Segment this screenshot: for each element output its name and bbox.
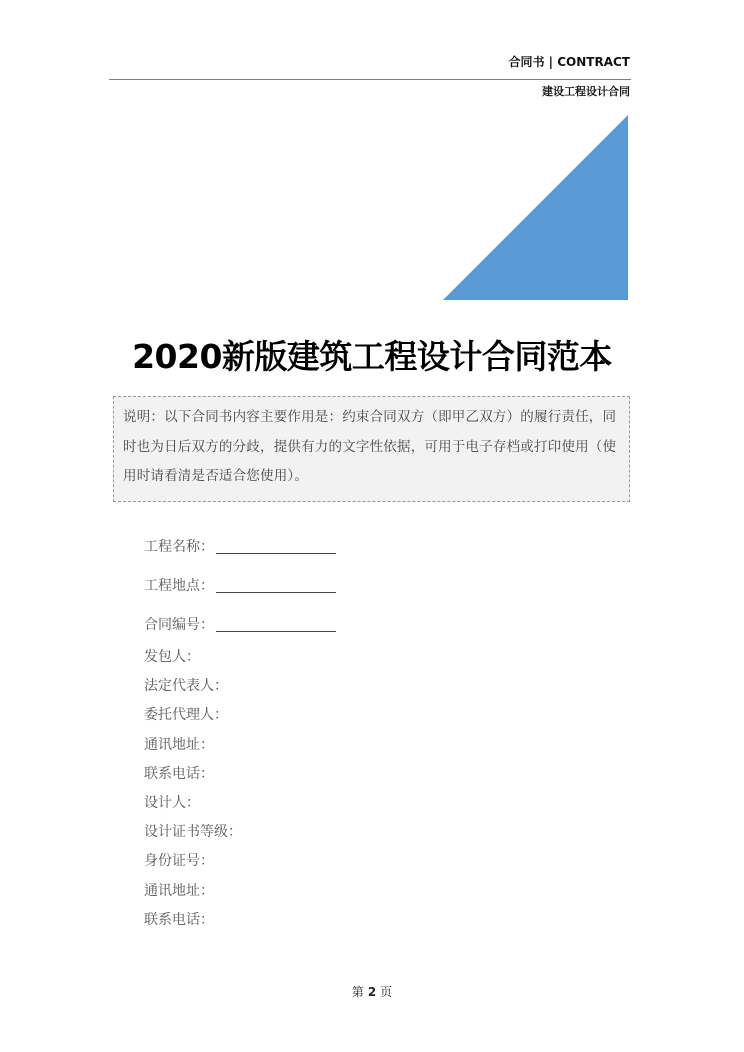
field-label: 法定代表人： bbox=[144, 678, 228, 694]
blank-line[interactable] bbox=[216, 539, 336, 554]
field-label: 设计人： bbox=[144, 795, 200, 811]
field-label: 设计证书等级： bbox=[144, 824, 242, 840]
field-label: 身份证号： bbox=[144, 853, 214, 869]
notice-text: 说明：以下合同书内容主要作用是：约束合同双方（即甲乙双方）的履行责任，同时也为日后双方的分歧，提供有力的文字性依据，可用于电子存档或打印使用（使用时请看清是否适合您使用）。 bbox=[123, 409, 617, 484]
triangle-shape bbox=[443, 115, 628, 300]
page-suffix: 页 bbox=[380, 985, 393, 999]
header-divider bbox=[109, 79, 631, 80]
field-phone-1 bbox=[144, 763, 214, 783]
field-project-location bbox=[144, 575, 336, 595]
field-label: 发包人： bbox=[144, 649, 200, 665]
field-label: 委托代理人： bbox=[144, 707, 228, 723]
field-label: 通讯地址： bbox=[144, 883, 214, 899]
field-legal-rep bbox=[144, 675, 228, 695]
field-client bbox=[144, 646, 200, 666]
document-title: 2020新版建筑工程设计合同范本 bbox=[132, 337, 612, 376]
notice-box bbox=[113, 396, 630, 502]
field-address-2 bbox=[144, 880, 214, 900]
field-label: 通讯地址： bbox=[144, 737, 214, 753]
page-prefix: 第 bbox=[351, 985, 364, 999]
field-label: 工程地点： bbox=[144, 578, 214, 594]
field-contract-no bbox=[144, 614, 336, 634]
field-designer bbox=[144, 792, 200, 812]
field-id-no bbox=[144, 850, 214, 870]
page-footer bbox=[0, 983, 744, 1000]
blank-line[interactable] bbox=[216, 617, 336, 632]
field-project-name bbox=[144, 536, 336, 556]
field-label: 联系电话： bbox=[144, 766, 214, 782]
header-top-label: 合同书 | CONTRACT bbox=[508, 55, 630, 69]
decorative-triangle bbox=[443, 115, 628, 300]
field-agent bbox=[144, 704, 228, 724]
field-label: 联系电话： bbox=[144, 912, 214, 928]
field-label: 工程名称： bbox=[144, 539, 214, 555]
field-phone-2 bbox=[144, 909, 214, 929]
page-number: 2 bbox=[367, 985, 377, 999]
blank-line[interactable] bbox=[216, 578, 336, 593]
field-address-1 bbox=[144, 734, 214, 754]
field-cert-grade bbox=[144, 821, 242, 841]
header-sub-label: 建设工程设计合同 bbox=[542, 85, 630, 98]
field-label: 合同编号： bbox=[144, 617, 214, 633]
